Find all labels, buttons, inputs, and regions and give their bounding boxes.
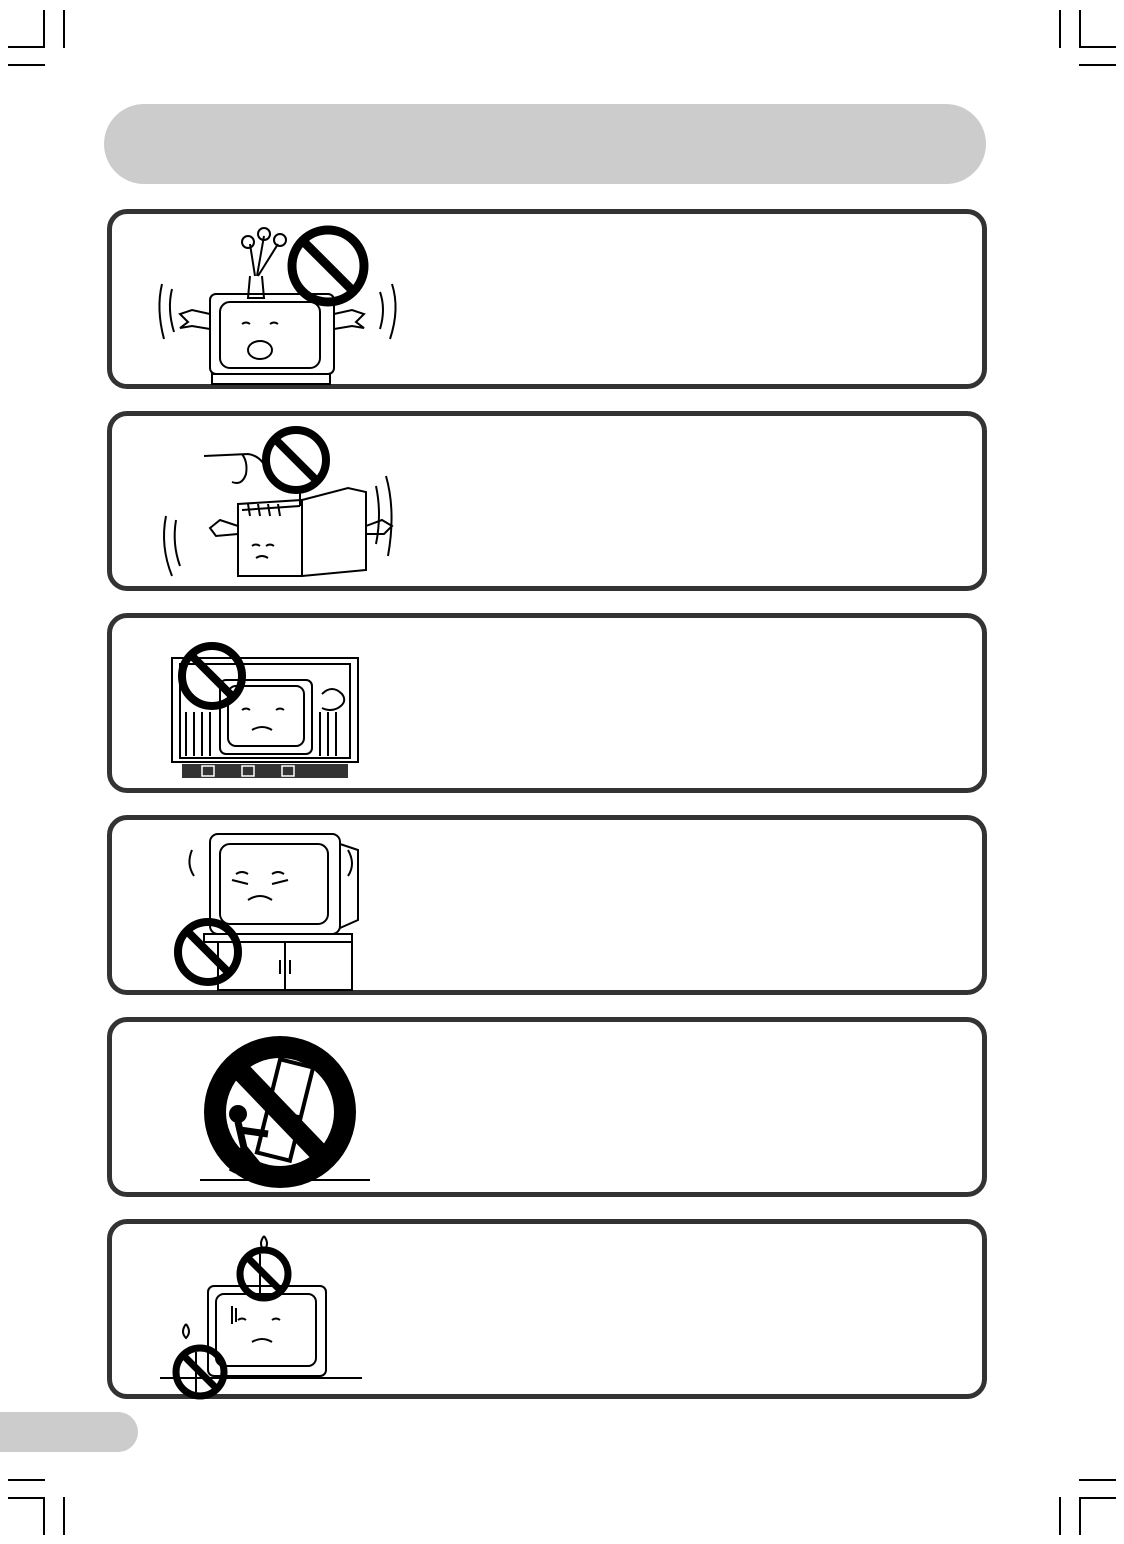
crop-mark-bottom-left-h2 [8, 1497, 45, 1499]
cart-tip-over-warning-icon [152, 1022, 412, 1198]
section-title-bar [104, 104, 986, 184]
crop-mark-bottom-right-h2 [1079, 1497, 1116, 1499]
crop-mark-top-left-h2 [8, 64, 45, 66]
crop-mark-top-left-h [8, 46, 45, 48]
crop-mark-bottom-right-v2 [1079, 1497, 1081, 1535]
crop-mark-bottom-right-h [1079, 1479, 1116, 1481]
crop-mark-bottom-left-v1 [43, 1497, 45, 1535]
crop-mark-top-right-h [1079, 46, 1116, 48]
candle-near-tv-prohibited-icon [152, 1224, 412, 1400]
crop-mark-bottom-left-v2 [63, 1497, 65, 1535]
crop-mark-top-right-h2 [1079, 64, 1116, 66]
page-number-tab [0, 1412, 138, 1452]
warning-panel-enclosed [107, 613, 987, 793]
warning-panel-cart [107, 1017, 987, 1197]
crop-mark-bottom-left-h [8, 1479, 45, 1481]
warning-panel-flame [107, 1219, 987, 1399]
warning-panel-vents [107, 411, 987, 591]
crop-mark-bottom-right-v1 [1059, 1497, 1061, 1535]
inserting-object-into-tv-prohibited-icon [152, 416, 412, 592]
crop-mark-top-right-v1 [1059, 10, 1061, 48]
tv-on-unstable-stand-prohibited-icon [152, 820, 412, 996]
crop-mark-top-right-v2 [1079, 10, 1081, 48]
warning-panel-vase [107, 209, 987, 389]
warning-panel-unstable [107, 815, 987, 995]
tv-with-flower-vase-prohibited-icon [152, 214, 412, 390]
crop-mark-top-left-v2 [63, 10, 65, 48]
crop-mark-top-left-v1 [43, 10, 45, 48]
tv-in-enclosed-bookcase-prohibited-icon [152, 618, 412, 794]
